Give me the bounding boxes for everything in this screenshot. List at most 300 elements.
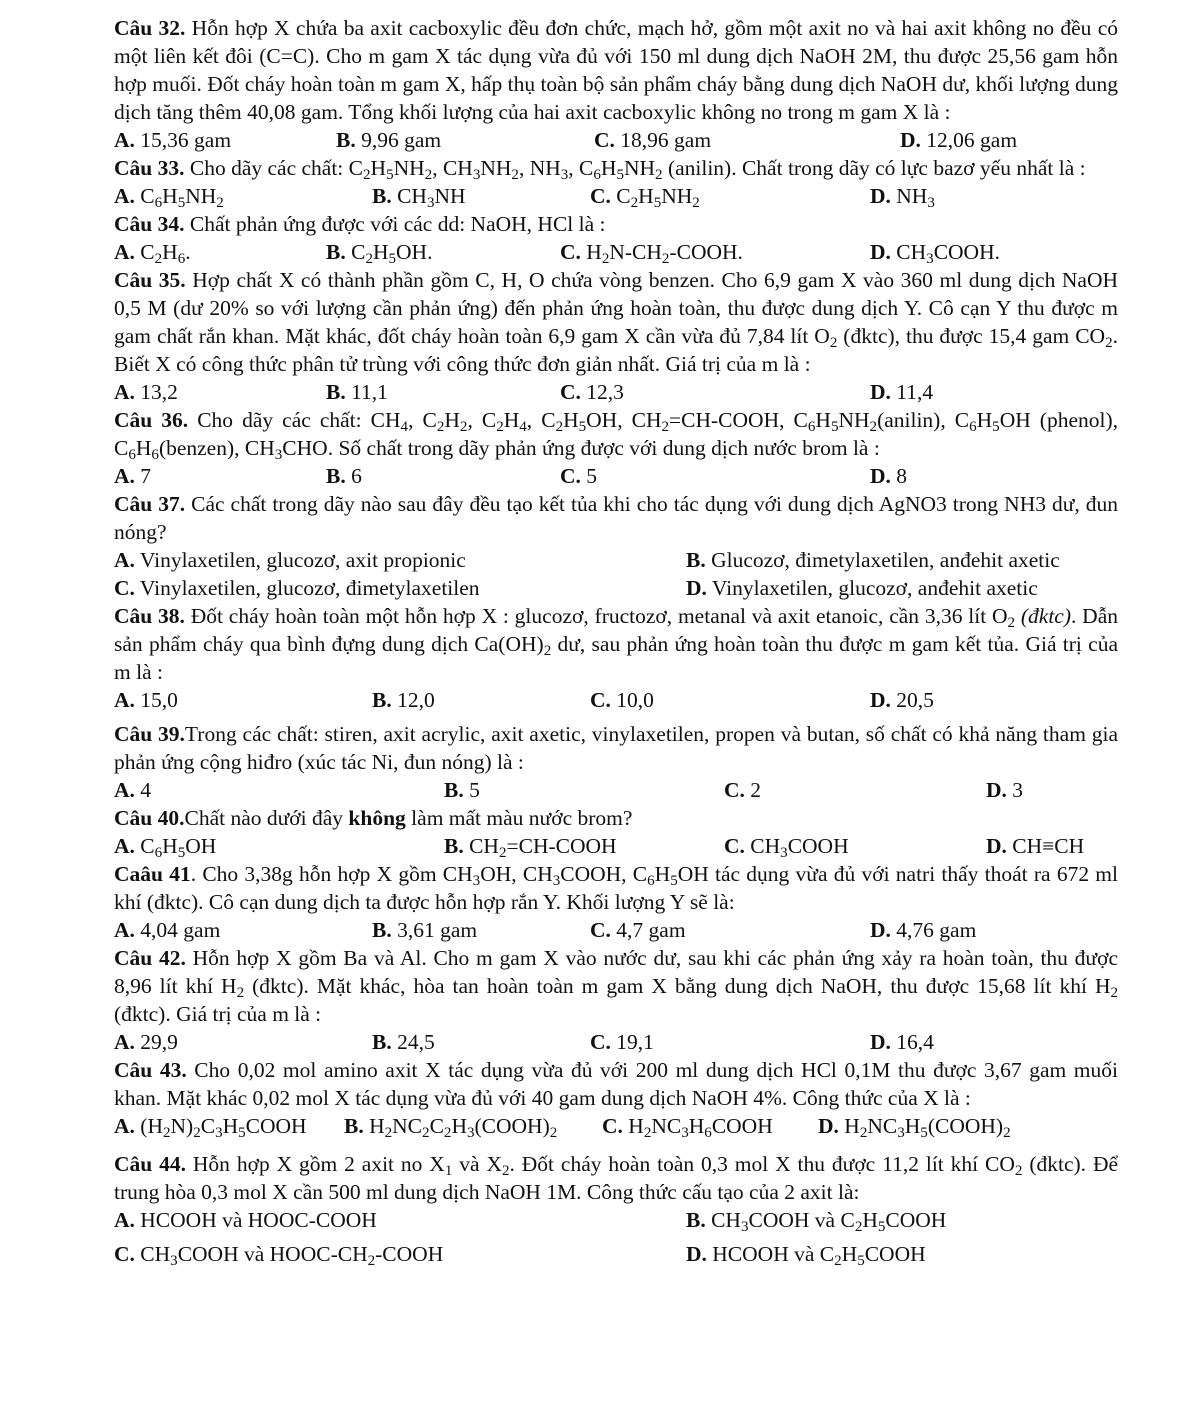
text-run: . Đốt cháy hoàn toàn 0,3 mol X thu được 11,2 lít khí CO: [509, 1152, 1015, 1176]
subscript: 2: [511, 166, 519, 183]
text-run: (anilin). Chất trong dãy có lực bazơ yếu nhất là :: [662, 156, 1086, 180]
subscript: 2: [496, 418, 504, 435]
option-text: 4,76 gam: [890, 918, 977, 942]
option-key: A.: [114, 834, 135, 858]
subscript: 2: [655, 166, 663, 183]
subscript: 2: [661, 418, 670, 435]
option-key: B.: [686, 548, 706, 572]
subscript: 2: [1014, 1162, 1023, 1179]
text-run: =CH-COOH, C: [669, 408, 808, 432]
answer-option-d: [870, 378, 933, 406]
option-key: D.: [870, 240, 891, 264]
text-run: Trong các chất: stiren, axit acrylic, axit axetic, vinylaxetilen, propen và butan, số chất có khả năng tham gia phản ứng cộng hiđro (xúc tác Ni, đun nóng) là :: [114, 722, 1118, 774]
subscript: 5: [830, 418, 839, 435]
question-41: [114, 860, 1118, 944]
question-stem: [114, 944, 1118, 1028]
text-run: NH: [185, 184, 217, 208]
text-run: H: [688, 1114, 705, 1138]
question-39: [114, 720, 1118, 804]
option-text: 11,1: [345, 380, 388, 404]
answer-option-c: [724, 832, 849, 860]
question-label: Câu 43.: [114, 1058, 187, 1082]
text-run: NH: [434, 184, 466, 208]
text-run: CH: [463, 834, 499, 858]
text-run: Các chất trong dãy nào sau đây đều tạo kết tủa khi cho tác dụng với dung dịch AgNO3 trong NH3 dư, đun nóng?: [114, 492, 1118, 544]
option-key: B.: [372, 1030, 392, 1054]
question-stem: [114, 1056, 1118, 1112]
option-text: 5: [580, 464, 598, 488]
text-run: . Dẫn sản phẩm cháy qua bình đựng dung dịch Ca(OH): [114, 604, 1118, 656]
text-run: (đktc). Giá trị của m là :: [114, 1002, 322, 1026]
subscript: 2: [154, 250, 163, 267]
option-key: A.: [114, 464, 135, 488]
text-run: H: [815, 408, 831, 432]
bold-text: không: [348, 806, 406, 830]
answer-option-d: [986, 832, 1084, 860]
option-key: C.: [590, 1030, 611, 1054]
text-run: , C: [408, 408, 437, 432]
text-run: (đktc), thu được 15,4 gam CO: [837, 324, 1106, 348]
subscript: 5: [238, 1124, 246, 1141]
text-run: CH: [705, 1208, 741, 1232]
text-run: OH: [185, 834, 217, 858]
text-run: H: [838, 1114, 860, 1138]
option-key: C.: [594, 128, 615, 152]
subscript: 2: [630, 194, 639, 211]
option-key: C.: [114, 576, 135, 600]
text-run: H: [444, 408, 460, 432]
subscript: 2: [436, 418, 445, 435]
option-key: C.: [724, 778, 745, 802]
option-key: A.: [114, 688, 135, 712]
text-run: H: [135, 436, 152, 460]
answer-option-a: [114, 776, 151, 804]
text-run: H: [363, 1114, 385, 1138]
subscript: 3: [472, 872, 481, 889]
option-key: C.: [590, 918, 611, 942]
option-text: 10,0: [610, 688, 654, 712]
subscript: 6: [151, 446, 159, 463]
option-key: C.: [590, 184, 611, 208]
option-key: B.: [326, 380, 346, 404]
text-run: CH: [391, 184, 427, 208]
options-row: [114, 776, 1118, 804]
answer-option-b: [686, 546, 1060, 574]
option-text: 12,06 gam: [920, 128, 1018, 152]
answer-option-d: [870, 462, 907, 490]
question-label: Câu 42.: [114, 946, 186, 970]
question-32: [114, 14, 1118, 154]
text-run: H: [976, 408, 993, 432]
subscript: 2: [443, 1124, 452, 1141]
subscript: 2: [459, 418, 468, 435]
option-key: A.: [114, 128, 135, 152]
option-key: A.: [114, 918, 135, 942]
text-run: , C: [467, 408, 497, 432]
answer-option-b: [336, 126, 441, 154]
text-run: H: [638, 184, 654, 208]
options-row: [114, 686, 1118, 714]
text-run: Hỗn hợp X gồm Ba và Al. Cho m gam X vào nước dư, sau khi các phản ứng xảy ra hoàn toàn, thu được 8,96 lít khí H: [114, 946, 1118, 998]
answer-option-c: [560, 378, 624, 406]
answer-option-a: [114, 238, 191, 266]
option-key: D.: [686, 1242, 707, 1266]
option-text: 11,4: [890, 380, 934, 404]
text-run: dư, sau phản ứng hoàn toàn thu được m gam kết tủa. Giá trị của m là :: [114, 632, 1118, 684]
options-row: [114, 1240, 1118, 1274]
subscript: 3: [560, 166, 569, 183]
text-run: COOH: [864, 1242, 926, 1266]
option-key: D.: [818, 1114, 839, 1138]
subscript: 2: [1110, 984, 1119, 1001]
answer-option-d: [900, 126, 1017, 154]
text-run: NC: [392, 1114, 423, 1138]
option-text: 5: [463, 778, 480, 802]
option-key: C.: [114, 1242, 135, 1266]
option-key: B.: [344, 1114, 364, 1138]
subscript: 2: [498, 844, 507, 861]
subscript: 2: [549, 1124, 558, 1141]
text-run: Cho 0,02 mol amino axit X tác dụng vừa đủ với 200 ml dung dịch HCl 0,1M thu được 3,67 gam muối khan. Mặt khác 0,02 mol X tác dụng vừa đủ với 40 gam dung dịch NaOH 4%. Công thức của X là :: [114, 1058, 1119, 1110]
options-row: [114, 916, 1118, 944]
subscript: 3: [552, 872, 561, 889]
question-label: Câu 32.: [114, 16, 186, 40]
text-run: C: [200, 1114, 216, 1138]
answer-option-c: [590, 182, 700, 210]
option-key: D.: [870, 688, 891, 712]
italic-text: (đktc): [1015, 604, 1071, 628]
options-row: [114, 546, 1118, 574]
option-key: B.: [686, 1208, 706, 1232]
question-43: [114, 1056, 1118, 1146]
option-text: 4,04 gam: [134, 918, 221, 942]
subscript: 6: [154, 194, 163, 211]
text-run: Chất phản ứng được với các dd: NaOH, HCl là :: [184, 212, 606, 236]
options-row: [114, 574, 1118, 602]
text-run: H: [503, 408, 520, 432]
subscript: 2: [555, 418, 564, 435]
text-run: H: [372, 240, 389, 264]
answer-option-b: [686, 1206, 946, 1234]
question-stem: [114, 266, 1118, 378]
question-37: [114, 490, 1118, 602]
subscript: 6: [177, 250, 186, 267]
subscript: 2: [216, 194, 224, 211]
answer-option-a: [114, 832, 216, 860]
question-34: [114, 210, 1118, 266]
option-key: C.: [560, 464, 581, 488]
option-text: Vinylaxetilen, glucozơ, anđehit axetic: [706, 576, 1038, 600]
text-run: H: [841, 1242, 858, 1266]
text-run: H: [862, 1208, 878, 1232]
subscript: 6: [704, 1124, 712, 1141]
text-run: , C: [526, 408, 556, 432]
answer-option-c: [724, 776, 761, 804]
subscript: 2: [363, 166, 371, 183]
subscript: 3: [466, 1124, 475, 1141]
question-label: Câu 37.: [114, 492, 186, 516]
text-run: H: [162, 184, 178, 208]
option-key: D.: [986, 778, 1007, 802]
text-run: OH.: [396, 240, 433, 264]
options-row: [114, 378, 1118, 406]
text-run: HCOOH và C: [706, 1242, 835, 1266]
option-key: A.: [114, 778, 135, 802]
option-key: A.: [114, 1030, 135, 1054]
answer-option-c: [560, 462, 597, 490]
text-run: CH: [134, 1242, 171, 1266]
text-run: COOH và C: [748, 1208, 855, 1232]
option-key: C.: [590, 688, 611, 712]
question-40: [114, 804, 1118, 860]
text-run: (benzen), CH: [158, 436, 275, 460]
text-run: COOH: [787, 834, 849, 858]
subscript: 6: [647, 872, 655, 889]
text-run: NH: [480, 156, 512, 180]
subscript: 2: [384, 1124, 393, 1141]
text-run: (COOH): [927, 1114, 1004, 1138]
option-text: 15,0: [134, 688, 178, 712]
text-run: và X: [452, 1152, 502, 1176]
answer-option-c: [590, 1028, 654, 1056]
text-run: H: [451, 1114, 467, 1138]
text-run: (COOH): [474, 1114, 550, 1138]
subscript: 2: [834, 1252, 842, 1269]
option-key: A.: [114, 184, 135, 208]
option-text: 13,2: [134, 380, 178, 404]
question-stem: [114, 602, 1118, 686]
text-run: . Cho 3,38g hỗn hợp X gồm CH: [190, 862, 473, 886]
text-run: H: [600, 156, 617, 180]
question-label: Câu 34.: [114, 212, 185, 236]
text-run: H: [222, 1114, 239, 1138]
answer-option-a: [114, 916, 220, 944]
question-44: [114, 1150, 1118, 1274]
subscript: 2: [236, 984, 245, 1001]
text-run: OH (phenol), C: [114, 408, 1119, 460]
answer-option-d: [686, 1240, 926, 1268]
question-stem: [114, 1150, 1118, 1206]
text-run: H: [162, 834, 178, 858]
text-run: COOH và HOOC-CH: [177, 1242, 368, 1266]
answer-option-a: [114, 378, 178, 406]
answer-option-b: [444, 776, 480, 804]
answer-option-d: [870, 182, 935, 210]
text-run: H: [580, 240, 602, 264]
option-key: B.: [444, 834, 464, 858]
subscript: 3: [926, 250, 934, 267]
text-run: .: [185, 240, 191, 264]
text-run: C: [134, 184, 155, 208]
option-text: 2: [744, 778, 762, 802]
text-run: C: [134, 834, 155, 858]
subscript: 5: [578, 418, 587, 435]
subscript: 5: [653, 194, 662, 211]
text-run: Cho dãy các chất: CH: [188, 408, 401, 432]
option-text: 12,0: [391, 688, 435, 712]
question-label: Câu 35.: [114, 268, 186, 292]
option-key: D.: [870, 184, 891, 208]
subscript: 4: [400, 418, 409, 435]
text-run: COOH: [711, 1114, 773, 1138]
options-row: [114, 1112, 1118, 1146]
text-run: CHO. Số chất trong dãy phản ứng được với dung dịch nước brom là :: [282, 436, 880, 460]
option-text: HCOOH và HOOC-COOH: [134, 1208, 377, 1232]
text-run: NH: [393, 156, 425, 180]
text-run: Hợp chất X có thành phần gồm C, H, O chứa vòng benzen. Cho 6,9 gam X vào 360 ml dung dịch NaOH 0,5 M (dư 20% so với lượng cần phản ứng) đến phản ứng hoàn toàn, thu được dung dịch Y. Cô cạn Y thu được m gam chất rắn khan. Mặt khác, đốt cháy hoàn toàn 6,9 gam X cần vừa đủ 7,84 lít O: [114, 268, 1119, 348]
subscript: 5: [920, 1124, 928, 1141]
answer-option-a: [114, 1206, 377, 1234]
option-text: 16,4: [890, 1030, 934, 1054]
option-key: B.: [326, 464, 346, 488]
answer-option-c: [560, 238, 743, 266]
option-key: C.: [602, 1114, 623, 1138]
question-33: [114, 154, 1118, 210]
subscript: 6: [154, 844, 163, 861]
option-key: B.: [372, 918, 392, 942]
question-stem: [114, 210, 1118, 238]
option-text: 24,5: [391, 1030, 435, 1054]
text-run: NH: [623, 156, 656, 180]
option-text: 3,61 gam: [391, 918, 478, 942]
subscript: 6: [969, 418, 977, 435]
option-text: 18,96 gam: [614, 128, 712, 152]
option-key: A.: [114, 1208, 135, 1232]
subscript: 5: [177, 194, 186, 211]
subscript: 2: [162, 1124, 171, 1141]
question-label: Caâu 41: [114, 862, 191, 886]
text-run: . Biết X có công thức phân tử trùng với công thức đơn giản nhất. Giá trị của m là :: [114, 324, 1118, 376]
subscript: 2: [601, 250, 610, 267]
text-run: làm mất màu nước brom?: [405, 806, 633, 830]
subscript: 2: [1007, 614, 1016, 631]
text-run: =CH-COOH: [506, 834, 617, 858]
subscript: 2: [829, 334, 838, 351]
question-stem: [114, 154, 1118, 182]
answer-option-d: [870, 686, 934, 714]
subscript: 5: [386, 166, 394, 183]
answer-option-a: [114, 1028, 178, 1056]
subscript: 3: [426, 194, 435, 211]
text-run: COOH.: [933, 240, 1000, 264]
option-key: C.: [560, 380, 581, 404]
option-text: 29,9: [134, 1030, 178, 1054]
subscript: 3: [780, 844, 788, 861]
subscript: 2: [367, 1252, 376, 1269]
text-run: NH: [890, 184, 928, 208]
question-label: Câu 33.: [114, 156, 185, 180]
answer-option-b: [326, 238, 432, 266]
answer-option-b: [444, 832, 617, 860]
text-run: , C: [568, 156, 594, 180]
options-row: [114, 1028, 1118, 1056]
option-text: Glucozơ, đimetylaxetilen, anđehit axetic: [705, 548, 1060, 572]
question-stem: [114, 720, 1118, 776]
answer-option-d: [686, 574, 1038, 602]
answer-option-d: [986, 776, 1023, 804]
answer-option-d: [818, 1112, 1011, 1140]
option-text: 15,36 gam: [134, 128, 232, 152]
option-key: A.: [114, 1114, 135, 1138]
question-label: Câu 44.: [114, 1152, 187, 1176]
text-run: COOH: [245, 1114, 307, 1138]
answer-option-c: [602, 1112, 773, 1140]
text-run: OH, CH: [480, 862, 553, 886]
text-run: NC: [651, 1114, 682, 1138]
question-stem: [114, 860, 1118, 916]
subscript: 3: [215, 1124, 223, 1141]
subscript: 6: [593, 166, 601, 183]
option-key: B.: [444, 778, 464, 802]
text-run: H: [622, 1114, 644, 1138]
text-run: NC: [867, 1114, 898, 1138]
subscript: 6: [807, 418, 816, 435]
option-text: 8: [890, 464, 908, 488]
option-key: B.: [372, 688, 392, 712]
subscript: 1: [444, 1162, 453, 1179]
text-run: Hỗn hợp X gồm 2 axit no X: [186, 1152, 445, 1176]
options-row: [114, 126, 1118, 154]
text-run: CH: [890, 240, 927, 264]
subscript: 4: [519, 418, 527, 435]
subscript: 2: [422, 1124, 430, 1141]
text-run: , NH: [518, 156, 561, 180]
text-run: N): [170, 1114, 194, 1138]
option-text: Vinylaxetilen, glucozơ, đimetylaxetilen: [134, 576, 480, 600]
options-row: [114, 1206, 1118, 1240]
text-run: , CH: [432, 156, 473, 180]
option-text: 19,1: [610, 1030, 654, 1054]
option-key: B.: [372, 184, 392, 208]
subscript: 2: [501, 1162, 510, 1179]
answer-option-a: [114, 686, 178, 714]
option-text: Vinylaxetilen, glucozơ, axit propionic: [134, 548, 466, 572]
option-text: 12,3: [580, 380, 624, 404]
question-stem: [114, 804, 1118, 832]
option-key: D.: [870, 1030, 891, 1054]
text-run: (đktc). Mặt khác, hòa tan hoàn toàn m gam X bằng dung dịch NaOH, thu được 15,68 lít khí H: [244, 974, 1111, 998]
answer-option-b: [372, 916, 477, 944]
text-run: H: [162, 240, 178, 264]
subscript: 3: [681, 1124, 689, 1141]
option-key: A.: [114, 548, 135, 572]
answer-option-b: [372, 686, 435, 714]
option-key: B.: [336, 128, 356, 152]
text-run: N-CH: [609, 240, 662, 264]
text-run: CH: [744, 834, 781, 858]
answer-option-c: [114, 574, 480, 602]
answer-option-b: [326, 462, 362, 490]
text-run: (H: [134, 1114, 163, 1138]
option-key: C.: [724, 834, 745, 858]
subscript: 2: [543, 642, 552, 659]
option-key: D.: [686, 576, 707, 600]
question-label: Câu 36.: [114, 408, 189, 432]
text-run: CH≡CH: [1006, 834, 1085, 858]
question-35: [114, 266, 1118, 406]
text-run: Cho dãy các chất: C: [184, 156, 363, 180]
subscript: 3: [170, 1252, 178, 1269]
answer-option-d: [870, 238, 1000, 266]
subscript: 5: [857, 1252, 865, 1269]
text-run: COOH, C: [560, 862, 648, 886]
question-42: [114, 944, 1118, 1056]
text-run: H: [370, 156, 387, 180]
text-run: -COOH.: [669, 240, 743, 264]
option-key: D.: [900, 128, 921, 152]
options-row: [114, 832, 1118, 860]
text-run: NH: [661, 184, 693, 208]
